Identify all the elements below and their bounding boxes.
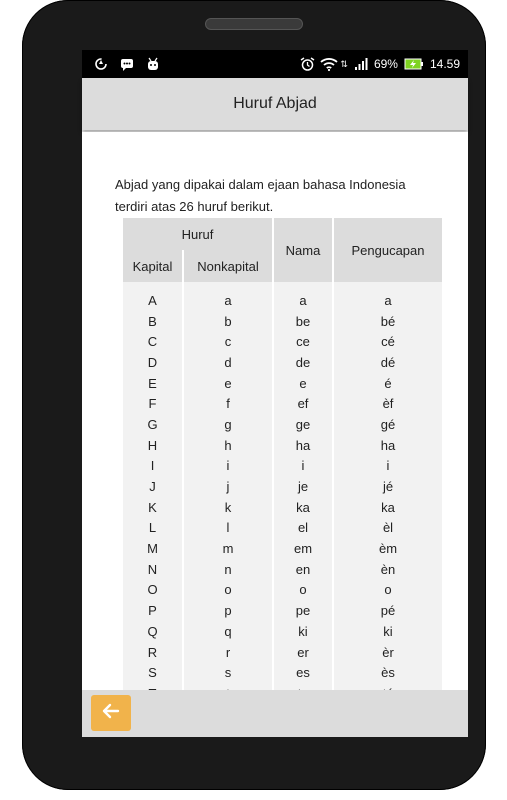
table-row <box>123 662 442 683</box>
data-arrows-icon: ⇅ <box>340 59 348 69</box>
cell-nonkapital: q <box>184 621 272 642</box>
clock: 14.59 <box>429 57 460 71</box>
table-row <box>123 497 442 518</box>
battery-percentage: 69% <box>373 57 398 71</box>
alphabet-table <box>121 218 444 704</box>
table-row <box>123 352 442 373</box>
cell-pengucapan: gé <box>334 414 442 435</box>
cell-nama: en <box>274 559 332 580</box>
cell-nonkapital: d <box>184 352 272 373</box>
cell-kapital: Q <box>123 621 182 642</box>
cell-pengucapan: èn <box>334 559 442 580</box>
table-row <box>123 538 442 559</box>
cell-nama: ge <box>274 414 332 435</box>
cell-nonkapital: a <box>184 282 272 311</box>
cell-nonkapital: r <box>184 642 272 663</box>
cell-pengucapan: èm <box>334 538 442 559</box>
cell-nama: ce <box>274 331 332 352</box>
cell-nama: em <box>274 538 332 559</box>
cell-nama: ki <box>274 621 332 642</box>
table-row <box>123 393 442 414</box>
cell-kapital: P <box>123 600 182 621</box>
header-nonkapital: Nonkapital <box>184 250 272 282</box>
cell-pengucapan: cé <box>334 331 442 352</box>
cell-pengucapan: èl <box>334 518 442 539</box>
cell-kapital: B <box>123 311 182 332</box>
cell-nama: de <box>274 352 332 373</box>
cell-pengucapan: i <box>334 456 442 477</box>
cell-pengucapan: pé <box>334 600 442 621</box>
cell-nonkapital: j <box>184 476 272 497</box>
android-icon <box>146 57 160 71</box>
signal-icon <box>354 57 368 71</box>
cell-pengucapan: ki <box>334 621 442 642</box>
cell-kapital: S <box>123 662 182 683</box>
cell-kapital: A <box>123 282 182 311</box>
cell-kapital: E <box>123 373 182 394</box>
cell-nonkapital: b <box>184 311 272 332</box>
battery-charging-icon <box>404 57 424 71</box>
cell-kapital: C <box>123 331 182 352</box>
phone-frame <box>22 0 486 790</box>
cell-nama: es <box>274 662 332 683</box>
content-scroll[interactable] <box>82 132 468 690</box>
cell-nama: pe <box>274 600 332 621</box>
cell-nama: a <box>274 282 332 311</box>
table-row <box>123 414 442 435</box>
table-row <box>123 476 442 497</box>
table-body <box>123 282 442 704</box>
cell-nonkapital: l <box>184 518 272 539</box>
table-row <box>123 311 442 332</box>
cell-nama: ha <box>274 435 332 456</box>
cell-nonkapital: s <box>184 662 272 683</box>
table-row <box>123 559 442 580</box>
cell-nonkapital: n <box>184 559 272 580</box>
app-bar <box>82 78 468 130</box>
cell-pengucapan: é <box>334 373 442 394</box>
cell-kapital: N <box>123 559 182 580</box>
cell-kapital: J <box>123 476 182 497</box>
table-row <box>123 642 442 663</box>
cell-pengucapan: ka <box>334 497 442 518</box>
cell-pengucapan: jé <box>334 476 442 497</box>
cell-nama: o <box>274 580 332 601</box>
cell-kapital: I <box>123 456 182 477</box>
table-row <box>123 331 442 352</box>
cell-nama: e <box>274 373 332 394</box>
table-row <box>123 518 442 539</box>
cell-pengucapan: èr <box>334 642 442 663</box>
screen <box>82 50 468 737</box>
cell-nonkapital: p <box>184 600 272 621</box>
cell-kapital: H <box>123 435 182 456</box>
cell-nonkapital: e <box>184 373 272 394</box>
data-saver-icon <box>94 57 108 71</box>
cell-kapital: L <box>123 518 182 539</box>
cell-nonkapital: f <box>184 393 272 414</box>
cell-nama: be <box>274 311 332 332</box>
speaker-grille <box>205 18 303 30</box>
cell-nonkapital: k <box>184 497 272 518</box>
cell-nama: ka <box>274 497 332 518</box>
table-row <box>123 600 442 621</box>
cell-nonkapital: c <box>184 331 272 352</box>
header-pengucapan: Pengucapan <box>334 218 442 282</box>
status-bar <box>82 50 468 78</box>
cell-kapital: K <box>123 497 182 518</box>
back-arrow-icon <box>102 702 120 725</box>
cell-pengucapan: bé <box>334 311 442 332</box>
messenger-icon <box>120 57 134 71</box>
cell-pengucapan: o <box>334 580 442 601</box>
bottom-bar <box>82 690 468 737</box>
table-row <box>123 282 442 311</box>
cell-pengucapan: ès <box>334 662 442 683</box>
page-title: Huruf Abjad <box>233 95 317 112</box>
cell-pengucapan: ha <box>334 435 442 456</box>
cell-pengucapan: èf <box>334 393 442 414</box>
cell-nonkapital: m <box>184 538 272 559</box>
table-row <box>123 621 442 642</box>
cell-nama: je <box>274 476 332 497</box>
cell-kapital: R <box>123 642 182 663</box>
cell-nama: el <box>274 518 332 539</box>
cell-nama: i <box>274 456 332 477</box>
header-huruf: Huruf <box>123 218 272 250</box>
cell-pengucapan: a <box>334 282 442 311</box>
cell-kapital: D <box>123 352 182 373</box>
back-button[interactable] <box>91 695 131 731</box>
table-row <box>123 435 442 456</box>
cell-nonkapital: g <box>184 414 272 435</box>
wifi-icon <box>320 57 334 71</box>
intro-paragraph: Abjad yang dipakai dalam ejaan bahasa Indonesia terdiri atas 26 huruf berikut. <box>115 177 406 214</box>
cell-nama: er <box>274 642 332 663</box>
cell-nonkapital: i <box>184 456 272 477</box>
table-row <box>123 456 442 477</box>
table-row <box>123 373 442 394</box>
cell-kapital: M <box>123 538 182 559</box>
cell-kapital: F <box>123 393 182 414</box>
cell-nama: ef <box>274 393 332 414</box>
alarm-icon <box>300 57 314 71</box>
header-kapital: Kapital <box>123 250 182 282</box>
header-nama: Nama <box>274 218 332 282</box>
cell-kapital: O <box>123 580 182 601</box>
cell-kapital: G <box>123 414 182 435</box>
cell-pengucapan: dé <box>334 352 442 373</box>
table-row <box>123 580 442 601</box>
cell-nonkapital: o <box>184 580 272 601</box>
cell-nonkapital: h <box>184 435 272 456</box>
